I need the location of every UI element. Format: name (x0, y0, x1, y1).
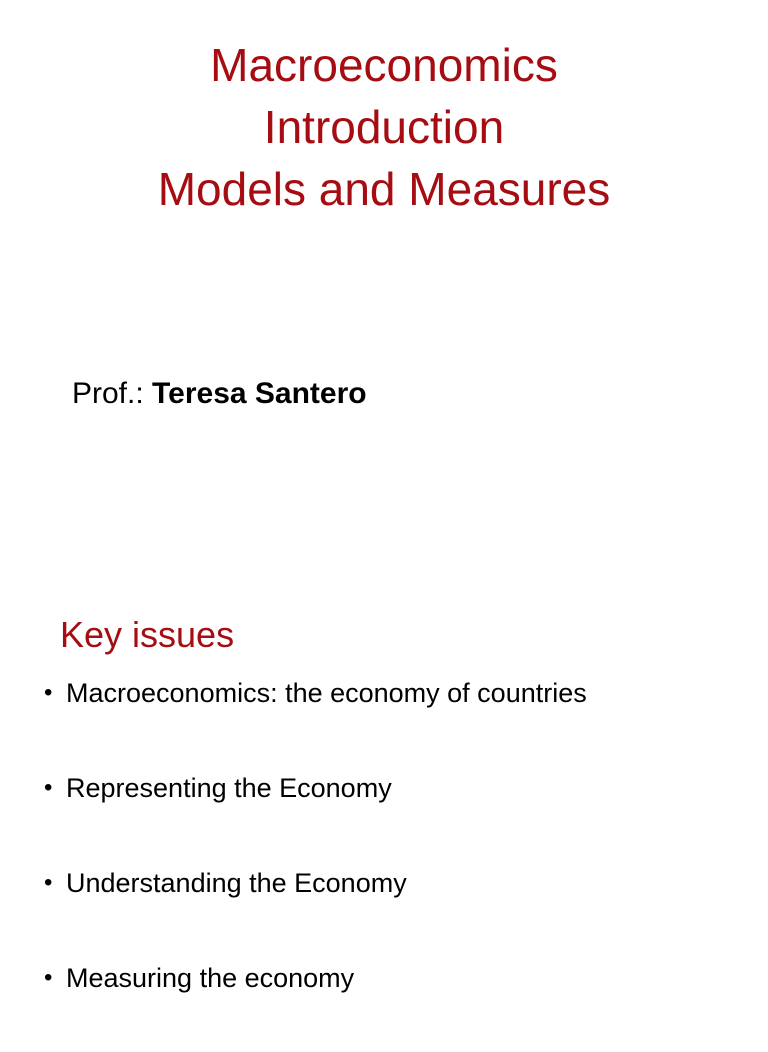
list-item (44, 862, 587, 957)
bullet-icon: • (44, 964, 53, 991)
professor-name: Teresa Santero (152, 377, 367, 410)
bullet-icon: • (44, 774, 53, 801)
professor-line (72, 374, 367, 414)
bullet-icon: • (44, 869, 53, 896)
slide-title (0, 34, 768, 220)
list-item-text: Representing the Economy (66, 773, 392, 803)
key-issues-heading: Key issues (60, 614, 235, 655)
list-item-text: Understanding the Economy (66, 868, 407, 898)
title-line-2: Introduction (263, 101, 505, 153)
list-item-text: Macroeconomics: the economy of countries (66, 678, 587, 708)
key-issues-list (44, 672, 587, 1052)
title-line-1: Macroeconomics (210, 39, 558, 91)
title-line-3: Models and Measures (157, 163, 611, 215)
list-item (44, 767, 587, 862)
professor-label: Prof.: (72, 377, 144, 410)
list-item-text: Measuring the economy (66, 963, 355, 993)
list-item (44, 957, 587, 1052)
bullet-icon: • (44, 679, 53, 706)
list-item (44, 672, 587, 767)
